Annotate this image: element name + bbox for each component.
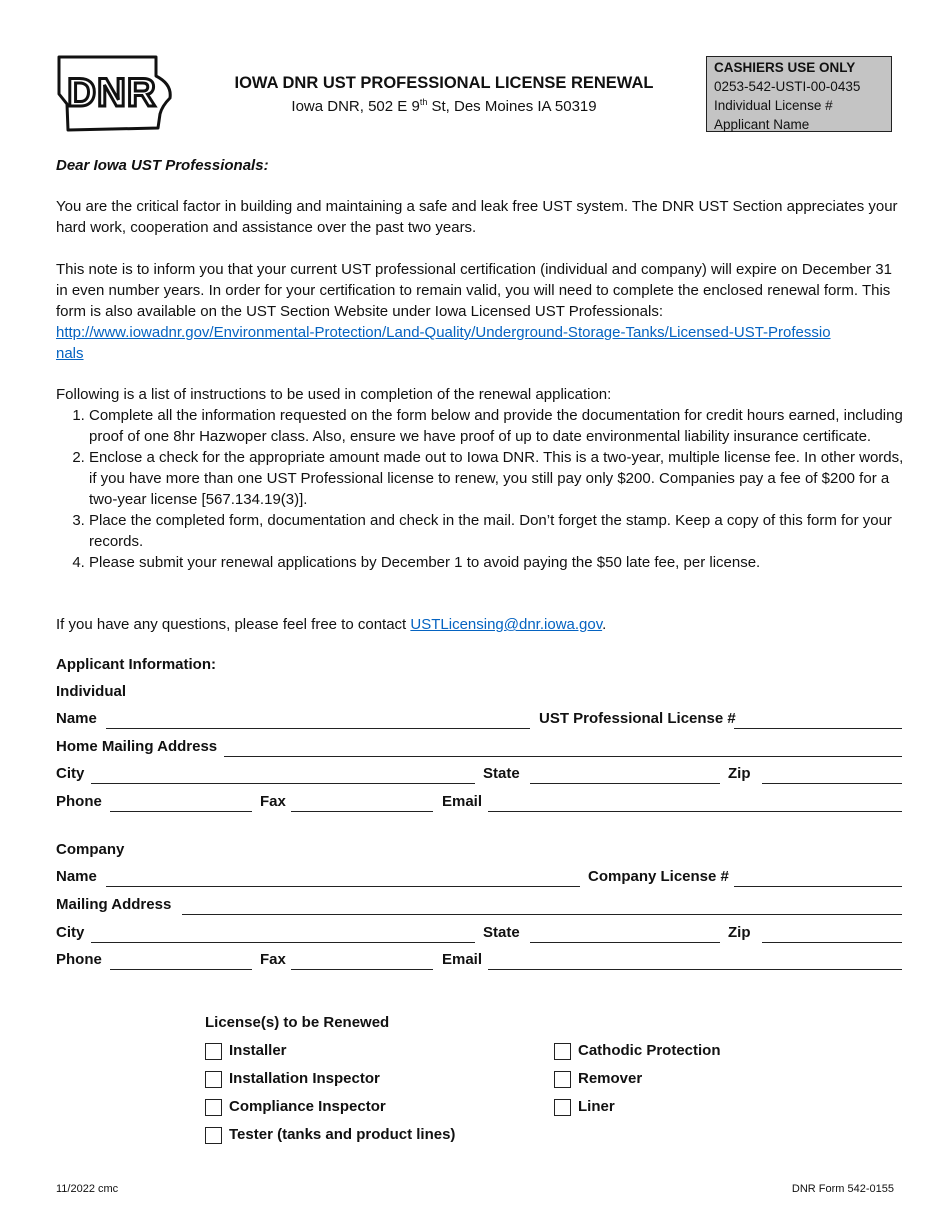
- company-fax-label: Fax: [260, 951, 286, 968]
- dnr-address: Iowa DNR, 502 E 9th St, Des Moines IA 50319: [291, 97, 597, 115]
- license-option-tester[interactable]: Tester (tanks and product lines): [205, 1126, 455, 1144]
- cashier-heading: CASHIERS USE ONLY: [714, 60, 856, 75]
- company-email-field[interactable]: [488, 969, 902, 970]
- cashier-applicant: Applicant Name: [714, 117, 810, 132]
- individual-email-label: Email: [442, 793, 483, 810]
- footer-date: 11/2022 cmc: [56, 1183, 119, 1195]
- company-phone-label: Phone: [56, 951, 102, 968]
- checkbox-installer[interactable]: [205, 1043, 222, 1060]
- company-license-label: Company License #: [588, 868, 729, 885]
- license-option-cathodic-protection[interactable]: Cathodic Protection: [554, 1042, 721, 1060]
- licenses-heading: License(s) to be Renewed: [205, 1014, 390, 1031]
- company-license-field[interactable]: [734, 886, 902, 887]
- individual-zip-field[interactable]: [762, 783, 902, 784]
- individual-phone-field[interactable]: [110, 811, 252, 812]
- company-fax-field[interactable]: [291, 969, 433, 970]
- home-address-label: Home Mailing Address: [56, 738, 218, 755]
- logo-text: DNR: [67, 71, 157, 115]
- cashier-license: Individual License #: [714, 98, 833, 113]
- license-option-liner[interactable]: Liner: [554, 1098, 615, 1116]
- greeting: Dear Iowa UST Professionals:: [56, 157, 269, 174]
- company-address-label: Mailing Address: [56, 896, 172, 913]
- individual-phone-label: Phone: [56, 793, 102, 810]
- instructions-list: [56, 405, 906, 573]
- footer-form-number: DNR Form 542-0155: [791, 1183, 894, 1195]
- company-name-field[interactable]: [106, 886, 580, 887]
- individual-city-field[interactable]: [91, 783, 475, 784]
- cashier-code: 0253-542-USTI-00-0435: [714, 79, 861, 94]
- company-name-label: Name: [56, 868, 97, 885]
- instruction-item: 3. Place the completed form, documentation and check in the mail. Don’t forget the stamp. Keep a copy of this form for your records.: [89, 510, 906, 552]
- contact-email-link[interactable]: USTLicensing@dnr.iowa.gov: [410, 616, 603, 633]
- individual-zip-label: Zip: [728, 765, 751, 782]
- company-city-field[interactable]: [91, 942, 475, 943]
- license-option-compliance-inspector[interactable]: Compliance Inspector: [205, 1098, 386, 1116]
- license-option-installer[interactable]: Installer: [205, 1042, 287, 1060]
- instruction-item: 2. Enclose a check for the appropriate amount made out to Iowa DNR. This is a two-year, multiple license fee. In other words, if you have more than one UST Professional license to renew, you still pay only $200. Companies pay a fee of $200 for a two-year license [567.134.19(3)].: [89, 447, 906, 510]
- license-option-installation-inspector[interactable]: Installation Inspector: [205, 1070, 380, 1088]
- checkbox-liner[interactable]: [554, 1099, 571, 1116]
- page-title: IOWA DNR UST PROFESSIONAL LICENSE RENEWAL: [234, 74, 654, 92]
- company-state-label: State: [483, 924, 520, 941]
- individual-fax-field[interactable]: [291, 811, 433, 812]
- ust-website-link[interactable]: http://www.iowadnr.gov/Environmental-Protection/Land-Quality/Underground-Storage-Tanks/Licensed-UST-Professionals: [56, 324, 831, 362]
- instructions-intro: Following is a list of instructions to be used in completion of the renewal application:: [56, 386, 612, 403]
- individual-email-field[interactable]: [488, 811, 902, 812]
- checkbox-tester[interactable]: [205, 1127, 222, 1144]
- checkbox-installation-inspector[interactable]: [205, 1071, 222, 1088]
- instruction-item: 4. Please submit your renewal applications by December 1 to avoid paying the $50 late fee, per license.: [89, 552, 906, 573]
- company-email-label: Email: [442, 951, 483, 968]
- dnr-logo: [54, 54, 176, 134]
- company-address-field[interactable]: [182, 914, 902, 915]
- paragraph-intro: You are the critical factor in building and maintaining a safe and leak free UST system. The DNR UST Section appreciates your hard work, cooperation and assistance over the past two years.: [56, 198, 898, 236]
- individual-name-label: Name: [56, 710, 97, 727]
- applicant-info-heading: Applicant Information:: [56, 656, 216, 673]
- cashiers-use-box: [706, 56, 892, 132]
- company-city-label: City: [56, 924, 85, 941]
- checkbox-cathodic-protection[interactable]: [554, 1043, 571, 1060]
- individual-fax-label: Fax: [260, 793, 286, 810]
- ust-license-label: UST Professional License #: [539, 710, 736, 727]
- checkbox-remover[interactable]: [554, 1071, 571, 1088]
- individual-city-label: City: [56, 765, 85, 782]
- paragraph-expiry: This note is to inform you that your current UST professional certification (individual and company) will expire on December 31 in even number years. In order for your certification to remain valid, you will need to complete the enclosed renewal form. This form is also available on the UST Section Website under Iowa Licensed UST Professionals: http://www.iowadnr.gov/Environmental-Protection/Land-Quality/Underground-Storage-Tanks/Licensed-UST-Professionals: [56, 261, 892, 362]
- checkbox-compliance-inspector[interactable]: [205, 1099, 222, 1116]
- company-zip-label: Zip: [728, 924, 751, 941]
- license-option-remover[interactable]: Remover: [554, 1070, 642, 1088]
- home-address-field[interactable]: [224, 756, 902, 757]
- individual-name-field[interactable]: [106, 728, 530, 729]
- individual-section-label: Individual: [56, 683, 127, 700]
- contact-line: If you have any questions, please feel free to contact USTLicensing@dnr.iowa.gov.: [56, 616, 607, 633]
- instruction-item: 1. Complete all the information requested on the form below and provide the documentation for credit hours earned, including proof of one 8hr Hazwoper class. Also, ensure we have proof of up to date environmental liability insurance certificate.: [89, 405, 906, 447]
- company-section-label: Company: [56, 841, 125, 858]
- company-zip-field[interactable]: [762, 942, 902, 943]
- company-phone-field[interactable]: [110, 969, 252, 970]
- ust-license-field[interactable]: [734, 728, 902, 729]
- company-state-field[interactable]: [530, 942, 720, 943]
- individual-state-label: State: [483, 765, 520, 782]
- individual-state-field[interactable]: [530, 783, 720, 784]
